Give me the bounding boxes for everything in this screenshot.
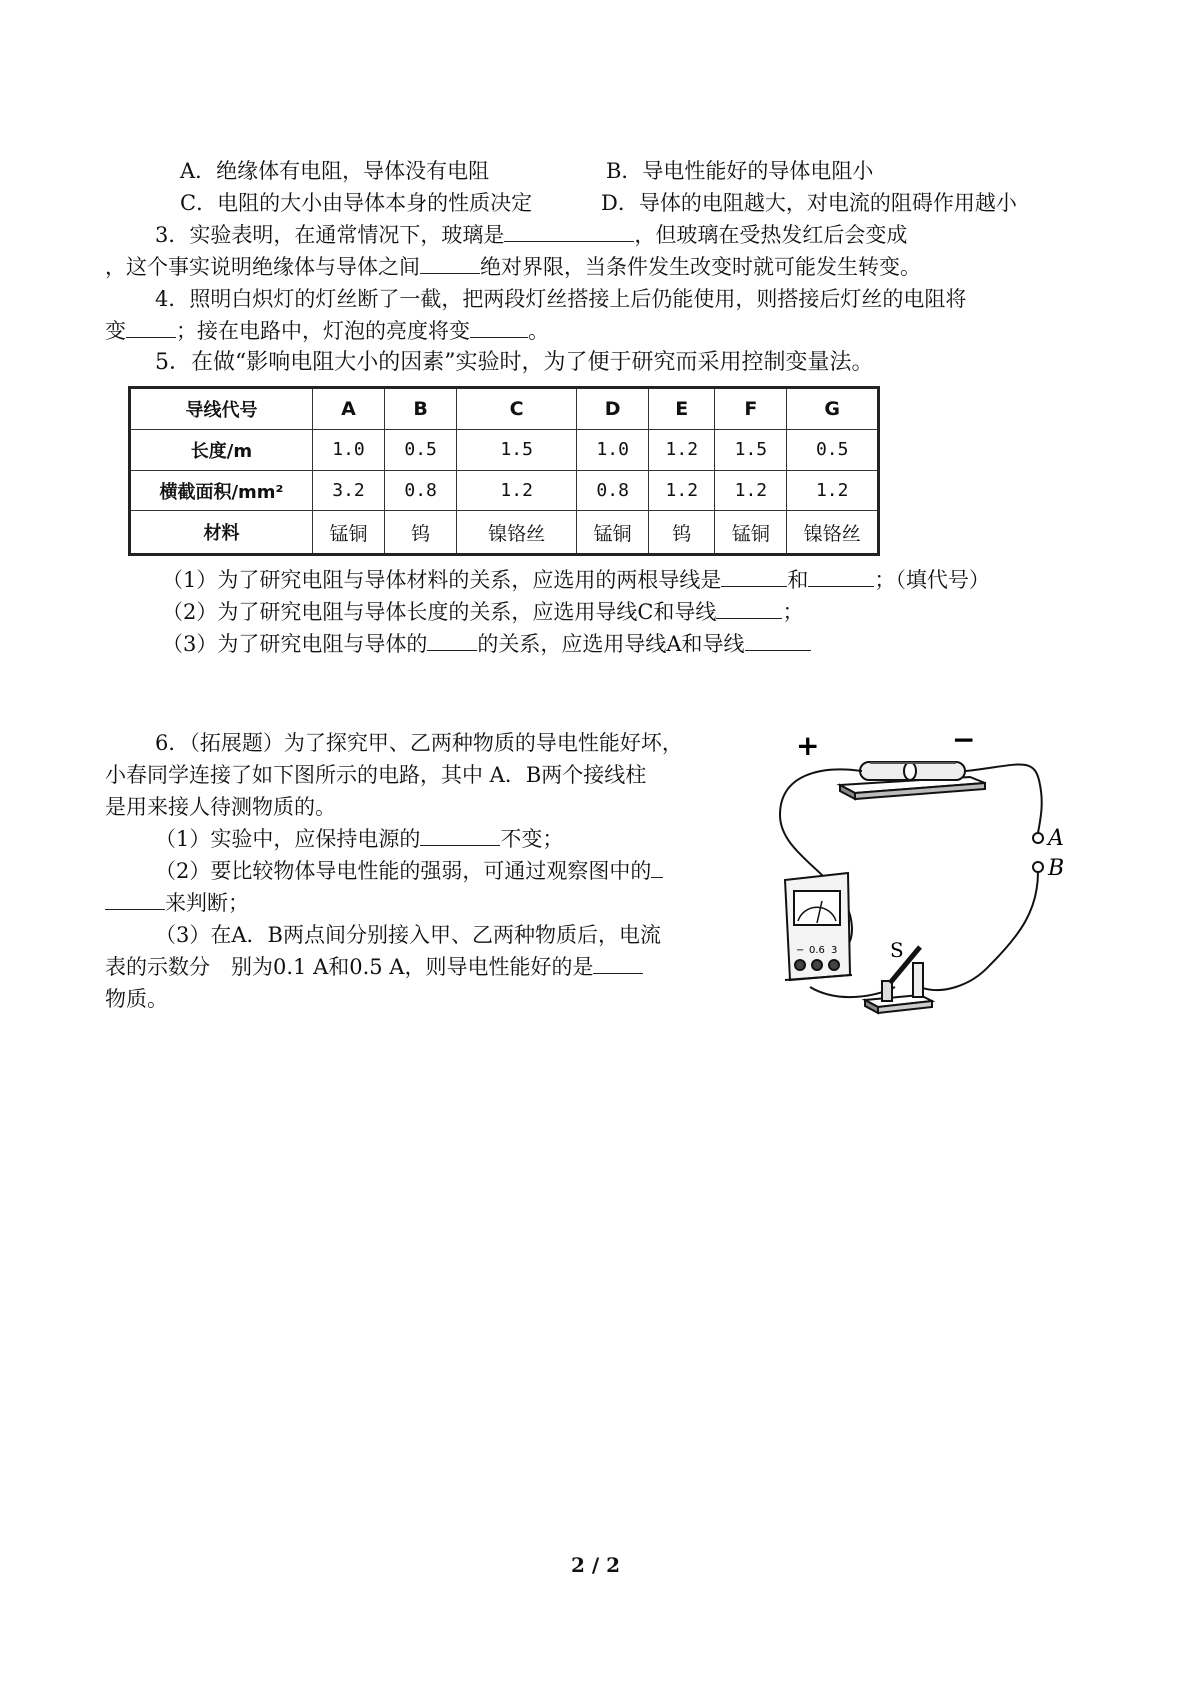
table-cell: 0.8 <box>385 470 457 511</box>
answer-blank[interactable] <box>427 630 477 651</box>
option-b: B．导电性能好的导体电阻小 <box>606 159 874 183</box>
battery-icon <box>840 762 985 799</box>
question-6-sub-2-cont <box>105 888 249 918</box>
table-cell: 1.0 <box>312 430 384 471</box>
answer-blank[interactable] <box>808 566 874 587</box>
table-cell: 1.5 <box>457 430 577 471</box>
table-row-label: 长度/m <box>130 430 313 471</box>
table-row <box>130 388 879 430</box>
wire <box>966 764 1042 833</box>
option-c: C．电阻的大小由导体本身的性质决定 <box>180 191 533 215</box>
table-cell: 1.5 <box>715 430 787 471</box>
table-cell: 0.5 <box>787 430 879 471</box>
table-cell: 镍铬丝 <box>457 511 577 555</box>
question-6-sub-2 <box>155 856 663 886</box>
answer-blank[interactable] <box>721 566 787 587</box>
question-6-sub-1 <box>155 824 563 854</box>
question-4-text-c: 。 <box>528 319 549 343</box>
question-5-sub-3 <box>162 629 811 659</box>
question-6-line-2: 小春同学连接了如下图所示的电路，其中 A．B两个接线柱 <box>105 763 647 787</box>
table-row-label: 材料 <box>130 511 313 555</box>
table-row-label: 导线代号 <box>130 388 313 430</box>
table-row <box>130 470 879 511</box>
terminal-b-label: B <box>1048 856 1065 881</box>
answer-blank[interactable] <box>716 598 782 619</box>
table-cell: F <box>715 388 787 430</box>
question-4-line-2 <box>105 316 549 346</box>
table-cell: 锰铜 <box>312 511 384 555</box>
answer-blank[interactable] <box>470 317 528 338</box>
table-cell: B <box>385 388 457 430</box>
table-cell: 0.8 <box>577 470 649 511</box>
meter-max-label: 3 <box>831 945 838 956</box>
question-6-line-1: 6．（拓展题）为了探究甲、乙两种物质的导电性能好坏， <box>155 731 683 755</box>
table-cell: 钨 <box>649 511 715 555</box>
table-cell: 锰铜 <box>715 511 787 555</box>
question-5-sub-2-text-a: （2）为了研究电阻与导体长度的关系，应选用导线C和导线 <box>162 600 717 624</box>
question-6-sub-1-text-b: 不变； <box>500 827 564 851</box>
question-6-line-3: 是用来接人待测物质的。 <box>105 795 336 819</box>
table-row-label: 横截面积/mm² <box>130 470 313 511</box>
table-cell: 0.5 <box>385 430 457 471</box>
question-5-sub-1-text-a: （1）为了研究电阻与导体材料的关系，应选用的两根导线是 <box>162 568 722 592</box>
answer-blank[interactable] <box>651 857 663 878</box>
question-6-sub-1-text-a: （1）实验中，应保持电源的 <box>155 827 421 851</box>
question-5-sub-3-text-a: （3）为了研究电阻与导体的 <box>162 632 428 656</box>
question-5-sub-1-text-c: ；（填代号） <box>874 568 990 592</box>
table-cell: 1.0 <box>577 430 649 471</box>
question-3-line-2 <box>105 252 921 282</box>
table-cell: E <box>649 388 715 430</box>
question-6-sub-2-text-b: 来判断； <box>165 891 249 915</box>
table-row <box>130 430 879 471</box>
question-5-sub-2 <box>162 597 803 627</box>
terminal-b-icon <box>1033 862 1043 872</box>
question-5-intro: 5．在做“影响电阻大小的因素”实验时，为了便于研究而采用控制变量法。 <box>155 350 874 375</box>
question-6-sub-3: （3）在A．B两点间分别接入甲、乙两种物质后，电流 <box>155 923 661 947</box>
question-5-sub-2-text-b: ； <box>782 600 804 624</box>
switch-label: S <box>890 938 904 962</box>
question-6-sub-3-text-b: 表的示数分 别为0.1 A和0.5 A，则导电性能好的是 <box>105 955 594 979</box>
meter-minus-label: − <box>796 945 805 956</box>
ammeter-icon <box>785 873 852 980</box>
table-cell: 1.2 <box>457 470 577 511</box>
question-6-sub-2-text-a: （2）要比较物体导电性能的强弱，可通过观察图中的 <box>155 859 652 883</box>
wire-table <box>128 386 880 556</box>
question-3-text-d: 绝对界限，当条件发生改变时就可能发生转变。 <box>480 255 921 279</box>
terminal-a-label: A <box>1048 826 1064 851</box>
table-cell: 钨 <box>385 511 457 555</box>
question-3-text-a: 3．实验表明，在通常情况下，玻璃是 <box>155 223 505 247</box>
answer-blank[interactable] <box>745 630 811 651</box>
table-cell: D <box>577 388 649 430</box>
answer-blank[interactable] <box>593 953 643 974</box>
question-3-line-1 <box>155 220 907 250</box>
table-cell: 锰铜 <box>577 511 649 555</box>
question-4-text-b: ；接在电路中，灯泡的亮度将变 <box>176 319 470 343</box>
answer-blank[interactable] <box>504 221 634 242</box>
option-d: D．导体的电阻越大，对电流的阻碍作用越小 <box>601 191 1017 215</box>
positive-label: + <box>796 729 820 762</box>
terminal-a-icon <box>1033 833 1043 843</box>
table-cell: 1.2 <box>787 470 879 511</box>
meter-scale-label: 0.6 <box>809 945 825 956</box>
table-cell: 镍铬丝 <box>787 511 879 555</box>
table-cell: 1.2 <box>649 430 715 471</box>
circuit-diagram <box>770 725 1090 1025</box>
answer-blank[interactable] <box>126 317 176 338</box>
option-a: A．绝缘体有电阻，导体没有电阻 <box>180 159 490 183</box>
question-4-line-1: 4．照明白炽灯的灯丝断了一截，把两段灯丝搭接上后仍能使用，则搭接后灯丝的电阻将 <box>155 287 967 311</box>
question-6-sub-3-cont <box>105 952 643 982</box>
negative-label: − <box>952 725 976 756</box>
answer-blank[interactable] <box>420 253 480 274</box>
table-cell: 3.2 <box>312 470 384 511</box>
question-3-text-c: ，这个事实说明绝缘体与导体之间 <box>105 255 420 279</box>
question-6-sub-3-end: 物质。 <box>105 987 168 1011</box>
page-number: 2 / 2 <box>570 1553 621 1577</box>
table-cell: 1.2 <box>649 470 715 511</box>
question-5-sub-1 <box>162 565 990 595</box>
table-cell: 1.2 <box>715 470 787 511</box>
question-3-text-b: ，但玻璃在受热发红后会变成 <box>634 223 908 247</box>
table-cell: C <box>457 388 577 430</box>
question-5-sub-3-text-b: 的关系，应选用导线A和导线 <box>477 632 745 656</box>
question-4-text-a: 变 <box>105 319 126 343</box>
table-cell: A <box>312 388 384 430</box>
table-cell: G <box>787 388 879 430</box>
question-5-sub-1-text-b: 和 <box>787 568 809 592</box>
table-row <box>130 511 879 555</box>
answer-blank[interactable] <box>420 825 500 846</box>
answer-blank[interactable] <box>105 889 165 910</box>
wire <box>920 872 1038 990</box>
